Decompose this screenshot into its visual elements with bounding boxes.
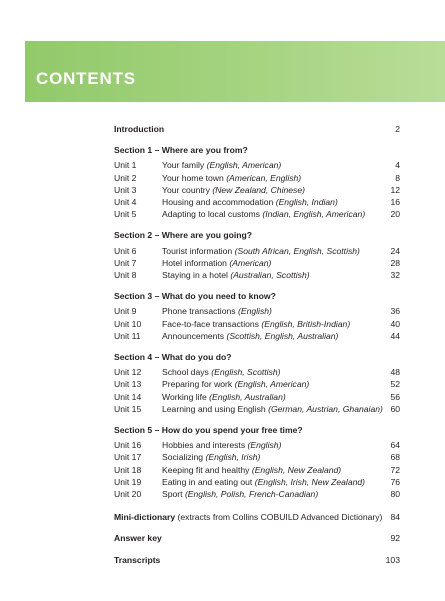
unit-number: Unit 17: [114, 452, 142, 463]
toc-page-number: 4: [395, 160, 400, 171]
unit-topic: Staying in a hotel: [162, 270, 231, 281]
toc-sections: [114, 144, 400, 500]
unit-accents: (English, American): [234, 379, 310, 390]
toc-page-number: 20: [390, 209, 400, 220]
toc-unit-row[interactable]: [114, 366, 400, 378]
unit-title: [162, 403, 386, 415]
toc-page-number: 92: [390, 533, 400, 544]
toc-unit-row[interactable]: [114, 391, 400, 403]
back-matter-label: Transcripts: [114, 554, 161, 565]
unit-number: Unit 14: [114, 391, 142, 402]
toc-page-number: 72: [390, 464, 400, 475]
page-title: CONTENTS: [36, 69, 136, 88]
back-matter-note: (extracts from Collins COBUILD Advanced Dictionary): [175, 512, 383, 523]
unit-title: [162, 196, 386, 208]
unit-number: Unit 2: [114, 172, 137, 183]
unit-accents: (English, New Zealand): [251, 464, 342, 475]
contents-header-band: [25, 41, 445, 102]
unit-accents: (English): [247, 440, 282, 451]
unit-topic: Socializing: [162, 452, 206, 463]
toc-unit-row[interactable]: [114, 184, 400, 196]
unit-accents: (American): [229, 257, 272, 268]
unit-topic: Sport: [162, 489, 185, 500]
toc-page-number: 2: [395, 124, 400, 134]
toc-entry-title: [114, 532, 386, 544]
toc-back-matter: [114, 511, 400, 566]
toc-unit-row[interactable]: [114, 172, 400, 184]
toc-page-number: 103: [385, 554, 400, 565]
toc-unit-row[interactable]: [114, 488, 400, 500]
unit-title: [162, 330, 386, 342]
unit-accents: (South African, English, Scottish): [234, 245, 360, 256]
unit-topic: Eating in and eating out: [162, 476, 255, 487]
unit-topic: School days: [162, 367, 212, 378]
unit-number: Unit 8: [114, 270, 137, 281]
toc-entry-title: [114, 511, 386, 523]
toc-back-matter-row[interactable]: [114, 511, 400, 523]
unit-accents: (Australian, Scottish): [230, 270, 310, 281]
toc-unit-row[interactable]: [114, 318, 400, 330]
toc-entry-title: [114, 554, 382, 566]
unit-title: [162, 269, 386, 281]
unit-topic: Learning and using English: [162, 403, 269, 414]
toc-page-number: 32: [390, 270, 400, 281]
unit-accents: (English, American): [206, 160, 282, 171]
unit-title: [162, 488, 386, 500]
toc-unit-row[interactable]: [114, 476, 400, 488]
unit-title: [162, 208, 386, 220]
unit-topic: Announcements: [162, 330, 227, 341]
unit-accents: (New Zealand, Chinese): [212, 184, 305, 195]
unit-topic: Hotel information: [162, 257, 230, 268]
section-heading: Section 3 – What do you need to know?: [114, 291, 276, 302]
unit-title: [162, 366, 386, 378]
unit-number: Unit 16: [114, 440, 142, 451]
toc-introduction-row[interactable]: [114, 123, 400, 135]
toc-page-number: 76: [390, 476, 400, 487]
unit-number: Unit 5: [114, 209, 137, 220]
toc-page-number: 40: [390, 318, 400, 329]
unit-number: Unit 12: [114, 367, 142, 378]
unit-topic: Your home town: [162, 172, 227, 183]
unit-number: Unit 11: [114, 330, 141, 341]
unit-title: [162, 305, 386, 317]
toc-page-number: 48: [390, 367, 400, 378]
unit-accents: (English, Indian): [275, 197, 338, 208]
toc-page-number: 8: [395, 172, 400, 183]
toc-back-matter-row[interactable]: [114, 554, 400, 566]
toc-unit-row[interactable]: [114, 305, 400, 317]
unit-accents: (English, British-Indian): [261, 318, 351, 329]
toc-unit-row[interactable]: [114, 245, 400, 257]
unit-topic: Your family: [162, 160, 207, 171]
toc-unit-row[interactable]: [114, 439, 400, 451]
toc-unit-row[interactable]: [114, 196, 400, 208]
toc-unit-row[interactable]: [114, 378, 400, 390]
toc-page-number: 64: [390, 440, 400, 451]
unit-title: [162, 391, 386, 403]
toc-page-number: 44: [390, 330, 400, 341]
unit-accents: (American, English): [226, 172, 302, 183]
toc-entry-title: Introduction: [114, 124, 165, 134]
toc-unit-row[interactable]: [114, 257, 400, 269]
unit-number: Unit 1: [114, 160, 137, 171]
toc-page-number: 68: [390, 452, 400, 463]
unit-number: Unit 18: [114, 464, 142, 475]
unit-accents: (English, Scottish): [211, 367, 281, 378]
unit-title: [162, 451, 386, 463]
unit-accents: (English, Polish, French-Canadian): [184, 489, 319, 500]
toc-unit-row[interactable]: [114, 159, 400, 171]
unit-topic: Tourist information: [162, 245, 235, 256]
unit-topic: Preparing for work: [162, 379, 235, 390]
toc-unit-row[interactable]: [114, 451, 400, 463]
unit-title: [162, 476, 386, 488]
toc-page-number: 60: [390, 403, 400, 414]
unit-title: [162, 257, 386, 269]
toc-page-number: 24: [390, 245, 400, 256]
section-heading: Section 1 – Where are you from?: [114, 145, 248, 156]
section-heading: Section 5 – How do you spend your free time?: [114, 425, 303, 436]
unit-title: [162, 172, 391, 184]
toc-page-number: 16: [390, 197, 400, 208]
unit-number: Unit 20: [114, 489, 142, 500]
toc-page-number: 56: [390, 391, 400, 402]
unit-topic: Housing and accommodation: [162, 197, 276, 208]
unit-number: Unit 13: [114, 379, 142, 390]
unit-topic: Phone transactions: [162, 306, 238, 317]
unit-topic: Your country: [162, 184, 213, 195]
unit-title: [162, 245, 386, 257]
unit-number: Unit 7: [114, 257, 137, 268]
toc-unit-row[interactable]: [114, 269, 400, 281]
toc-unit-row[interactable]: [114, 330, 400, 342]
unit-title: [162, 439, 386, 451]
table-of-contents: [114, 123, 400, 566]
toc-page-number: 36: [390, 306, 400, 317]
unit-topic: Adapting to local customs: [162, 209, 263, 220]
unit-accents: (English, Irish): [205, 452, 261, 463]
unit-title: [162, 464, 386, 476]
unit-number: Unit 9: [114, 306, 137, 317]
toc-unit-row[interactable]: [114, 403, 400, 415]
unit-topic: Keeping fit and healthy: [162, 464, 252, 475]
toc-page-number: 80: [390, 489, 400, 500]
unit-title: [162, 378, 386, 390]
unit-topic: Hobbies and interests: [162, 440, 248, 451]
section-heading: Section 2 – Where are you going?: [114, 230, 253, 241]
unit-number: Unit 10: [114, 318, 142, 329]
unit-number: Unit 19: [114, 476, 142, 487]
unit-accents: (English): [237, 306, 272, 317]
unit-number: Unit 3: [114, 184, 137, 195]
unit-number: Unit 6: [114, 245, 137, 256]
back-matter-label: Mini-dictionary: [114, 512, 176, 523]
toc-back-matter-row[interactable]: [114, 532, 400, 544]
toc-page-number: 52: [390, 379, 400, 390]
toc-page-number: 28: [390, 257, 400, 268]
unit-number: Unit 4: [114, 197, 137, 208]
unit-number: Unit 15: [114, 403, 142, 414]
unit-accents: (German, Austrian, Ghanaian): [268, 403, 383, 414]
toc-unit-row[interactable]: [114, 464, 400, 476]
toc-page-number: 12: [390, 184, 400, 195]
section-heading: Section 4 – What do you do?: [114, 352, 232, 363]
back-matter-label: Answer key: [114, 533, 162, 544]
unit-accents: (Scottish, English, Australian): [226, 330, 339, 341]
unit-topic: Working life: [162, 391, 210, 402]
unit-title: [162, 184, 386, 196]
toc-unit-row[interactable]: [114, 208, 400, 220]
unit-title: [162, 159, 391, 171]
unit-accents: (English, Australian): [209, 391, 286, 402]
unit-accents: (Indian, English, American): [262, 209, 366, 220]
unit-title: [162, 318, 386, 330]
toc-page-number: 84: [390, 512, 400, 523]
unit-topic: Face-to-face transactions: [162, 318, 262, 329]
unit-accents: (English, Irish, New Zealand): [254, 476, 366, 487]
